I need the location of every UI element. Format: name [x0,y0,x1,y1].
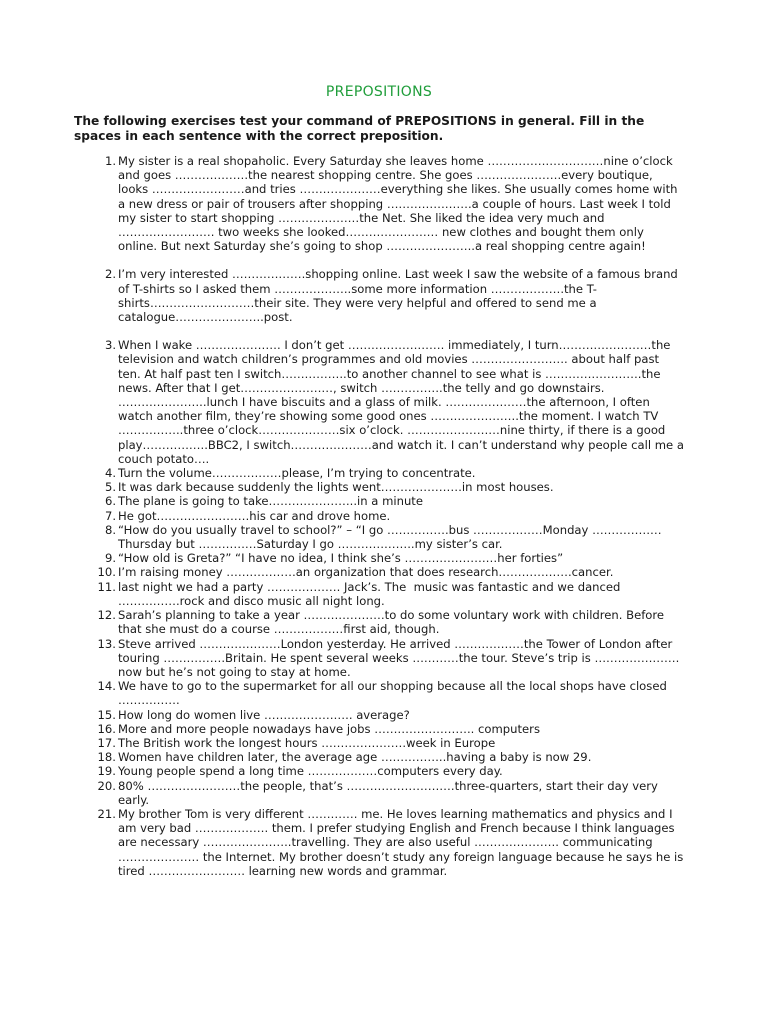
item-number: 11. [97,579,116,594]
item-text: last night we had a party ………………. Jack’s. The music was fantastic and we danced …………….rock and disco music all night long. [118,579,625,608]
exercise-item [74,736,684,750]
item-number: 13. [97,636,116,651]
item-number: 3. [104,338,116,353]
item-number: 2. [104,267,116,282]
exercise-item [74,708,684,722]
item-number: 5. [104,480,116,495]
exercise-item [74,722,684,736]
item-text: We have to go to the supermarket for all our shopping because all the local shops have closed ……………. [118,679,671,708]
item-number: 12. [97,608,116,623]
item-text: The British work the longest hours ………………….week in Europe [118,735,496,750]
item-text: Turn the volume………………please, I’m trying to concentrate. [118,466,476,481]
exercise-item [74,480,684,494]
exercise-item [74,608,684,636]
item-text: It was dark because suddenly the lights went…………………in most houses. [118,480,554,495]
item-text: When I wake …………………. I don’t get ……………………. immediately, I turn……………………the television and watch children’s programmes and old movies ……………………. about half past ten. At half past ten I switch……………..to another channel to see what is …………………….the news. After that I get……………………, switch …………….the telly and go downstairs. …………………..lunch I have biscuits and a glass of milk. …………………the afternoon, I often watch another film, they’re showing some good ones …………………..the moment. I watch TV ……………..three o’clock…………………six o’clock. ……………………nine thirty, if there is a good play……………..BBC2, I switch…………………and watch it. I can’t understand why people call me a couch potato…. [118,338,688,466]
item-number: 14. [97,679,116,694]
item-text: I’m raising money ………………an organization that does research……………….cancer. [118,565,614,580]
item-number: 16. [97,721,116,736]
instructions: The following exercises test your command of PREPOSITIONS in general. Fill in the spaces in each sentence with the correct preposition. [74,114,645,143]
exercise-item [74,806,687,878]
item-number: 10. [97,565,116,580]
item-text: How long do women live ………………….. average? [118,707,410,722]
item-number: 21. [97,806,116,821]
item-number: 19. [97,764,116,779]
item-text: 80% ……………………the people, that’s ……………………….three-quarters, start their day very early. [118,778,662,807]
item-number: 17. [97,735,116,750]
item-text: Sarah’s planning to take a year …………………to do some voluntary work with children. Before that she must do a course ………………first aid, though. [118,608,668,637]
item-text: I’m very interested ……………….shopping online. Last week I saw the website of a famous brand of T-shirts so I asked them ………………..some more information ……………….the T-shirts………………………their site. They were very helpful and offered to send me a catalogue…………………..post. [118,267,682,325]
item-number: 6. [104,494,116,509]
exercise-item [74,779,684,807]
exercise-item [74,551,684,565]
exercise-item [74,509,684,523]
item-number: 4. [104,466,116,481]
item-number: 7. [104,508,116,523]
exercise-item [74,154,684,253]
item-text: He got……………………his car and drove home. [118,508,391,523]
exercise-item [74,764,684,778]
exercise-item [74,338,688,466]
item-text: Women have children later, the average age ……………..having a baby is now 29. [118,750,592,765]
exercise-item [74,637,684,680]
item-text: More and more people nowadays have jobs …………………….. computers [118,721,540,736]
exercise-item [74,466,684,480]
item-number: 20. [97,778,116,793]
exercise-item [74,494,684,508]
item-text: My sister is a real shopaholic. Every Saturday she leaves home …………………………nine o’clock and goes ……………….the nearest shopping centre. She goes ………………….every boutique, looks ……………………and tries …………………everything she likes. She usually comes home with a new dress or pair of trousers after shopping ………………….a couple of hours. Last week I told my sister to start shopping …………………the Net. She liked the idea very much and ……………………. two weeks she looked…………………… new clothes and bought them only online. But next Saturday she’s going to shop …………………..a real shopping centre again! [118,154,682,254]
item-text: The plane is going to take…………………..in a minute [118,494,423,509]
exercise-item [74,750,684,764]
item-text: Steve arrived …………………London yesterday. He arrived ………………the Tower of London after touring …………….Britain. He spent several weeks …………the tour. Steve’s trip is …………………. now but he’s not going to stay at home. [118,636,683,679]
item-text: My brother Tom is very different …………. me. He loves learning mathematics and physics and I am very bad ………………. them. I prefer studying English and French because I think languages are necessary …………………..travelling. They are also useful …………………. communicating ………………… the Internet. My brother doesn’t study any foreign language because he says he is tired ……………………. learning new words and grammar. [118,806,687,878]
item-number: 9. [104,551,116,566]
item-number: 1. [104,154,116,168]
item-number: 18. [97,750,116,765]
item-text: Young people spend a long time ………………computers every day. [118,764,503,779]
exercise-item [74,267,684,324]
exercise-item [74,523,684,551]
item-text: “How old is Greta?” “I have no idea, I think she’s ……………………her forties” [118,551,564,566]
exercise-item [74,565,684,579]
exercise-list [74,154,688,878]
exercise-item [74,679,684,707]
item-number: 8. [104,522,116,537]
exercise-item [74,580,684,608]
page-title: PREPOSITIONS [325,84,433,100]
item-number: 15. [97,707,116,722]
item-text: “How do you usually travel to school?” – “I go …………….bus ………………Monday ………………Thursday but ……………Saturday I go ………………..my sister’s car. [118,522,662,552]
